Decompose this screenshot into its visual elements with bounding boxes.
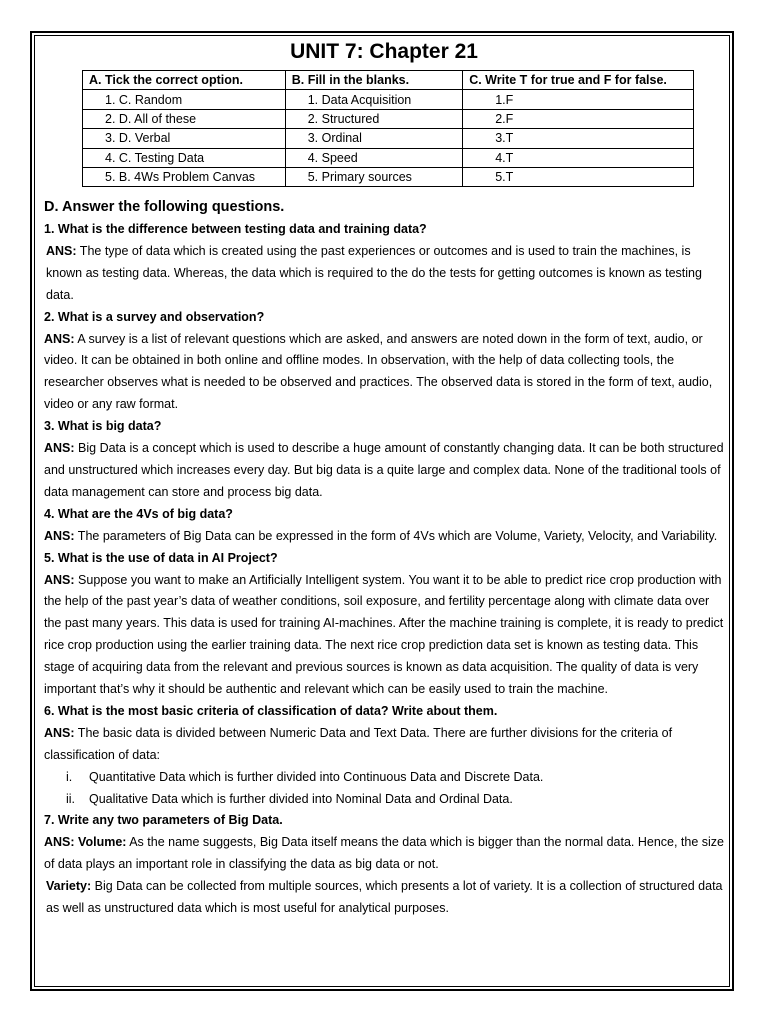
question-6: 6. What is the most basic criteria of classification of data? Write about them. xyxy=(44,703,498,718)
table-cell: 2. Structured xyxy=(285,109,462,128)
list-item-text: Qualitative Data which is further divided into Nominal Data and Ordinal Data. xyxy=(89,791,513,806)
volume-text: As the name suggests, Big Data itself means the data which is bigger than the normal data. Hence, the size of data plays an important role in classifying the data as big data or not. xyxy=(44,835,724,872)
variety-text: Big Data can be collected from multiple sources, which presents a lot of variety. It is a collection of structured data as well as unstructured data which is most useful for analytical purposes. xyxy=(46,879,723,916)
answer-6 xyxy=(44,723,728,767)
table-cell: 5.T xyxy=(463,167,694,186)
question-2: 2. What is a survey and observation? xyxy=(44,309,265,324)
table-cell: 4.T xyxy=(463,148,694,167)
table-cell: 4. Speed xyxy=(285,148,462,167)
answer-5-text: Suppose you want to make an Artificially Intelligent system. You want it to be able to predict rice crop production with the help of the past year’s data of weather conditions, soil exposure, and fertility percentage along with climate data over the past many years. This data is used for training AI-machines. After the machine training is complete, it is ready to predict rice crop production using the earlier training data. The next rice crop prediction data set is known as testing data. This stage of acquiring data from the relevant and previous sources is known as data acquisition. The quality of data is very important that’s why it should be authentic and relevant which can be easily used to train the machine. xyxy=(44,572,724,697)
ans-label: ANS: xyxy=(44,725,75,740)
table-cell: 5. B. 4Ws Problem Canvas xyxy=(83,167,286,186)
answer-4-text: The parameters of Big Data can be expressed in the form of 4Vs which are Volume, Variety, Velocity, and Variability. xyxy=(74,528,718,543)
header-tick-option: A. Tick the correct option. xyxy=(83,71,286,90)
answer-5 xyxy=(44,570,728,701)
classification-list xyxy=(44,767,728,811)
table-cell: 1. C. Random xyxy=(83,90,286,109)
table-cell: 2. D. All of these xyxy=(83,109,286,128)
question-1: 1. What is the difference between testing data and training data? xyxy=(44,222,427,236)
table-row xyxy=(83,167,694,186)
table-row xyxy=(83,109,694,128)
ans-label: ANS: xyxy=(44,835,75,850)
table-cell: 3.T xyxy=(463,129,694,148)
answer-1 xyxy=(44,241,728,307)
answer-7-variety xyxy=(44,876,728,920)
table-row xyxy=(83,129,694,148)
table-cell: 4. C. Testing Data xyxy=(83,148,286,167)
question-5: 5. What is the use of data in AI Project? xyxy=(44,550,278,565)
answer-6-text: The basic data is divided between Numeric Data and Text Data. There are further divisions for the criteria of classification of data: xyxy=(44,725,673,762)
table-row xyxy=(83,90,694,109)
ans-label: ANS: xyxy=(44,331,75,346)
page-title: UNIT 7: Chapter 21 xyxy=(290,40,478,63)
header-fill-blanks: B. Fill in the blanks. xyxy=(285,71,462,90)
answer-1-text: The type of data which is created using the past experiences or outcomes and is used to train the machines, is known as testing data. Whereas, the data which is required to the do the tests for getting outcomes is known as testing data. xyxy=(46,243,702,302)
table-cell: 3. D. Verbal xyxy=(83,129,286,148)
ans-label: ANS: xyxy=(44,528,75,543)
answer-2 xyxy=(44,329,728,417)
table-cell: 1.F xyxy=(463,90,694,109)
answer-key-table xyxy=(82,70,694,187)
answer-3 xyxy=(44,438,728,504)
answer-4 xyxy=(44,526,728,548)
header-true-false: C. Write T for true and F for false. xyxy=(463,71,694,90)
ans-label: ANS: xyxy=(46,243,77,258)
table-header-row xyxy=(83,71,694,90)
answer-3-text: Big Data is a concept which is used to describe a huge amount of constantly changing data. It can be both structured and unstructured which increases every day. But big data is a quite large and complex data. None of the traditional tools of data management can store and process big data. xyxy=(44,441,724,499)
answer-2-text: A survey is a list of relevant questions which are asked, and answers are noted down in the form of text, audio, or video. It can be obtained in both online and offline modes. In observation, with the help of data collecting tools, the researcher observes what is needed to be observed and practices. The observed data is stored in the form of text, audio, video or any raw format. xyxy=(44,331,713,412)
table-row xyxy=(83,148,694,167)
section-d xyxy=(44,196,728,920)
table-cell: 2.F xyxy=(463,109,694,128)
question-3: 3. What is big data? xyxy=(44,419,162,434)
question-4: 4. What are the 4Vs of big data? xyxy=(44,506,233,521)
ans-label: ANS: xyxy=(44,572,75,587)
table-cell: 3. Ordinal xyxy=(285,129,462,148)
volume-label: Volume: xyxy=(78,835,127,850)
list-item xyxy=(44,789,728,811)
list-item xyxy=(44,767,728,789)
variety-label: Variety: xyxy=(46,879,92,894)
question-7: 7. Write any two parameters of Big Data. xyxy=(44,813,283,828)
ans-label: ANS: xyxy=(44,441,75,456)
list-item-number: ii. xyxy=(66,791,76,806)
list-item-text: Quantitative Data which is further divided into Continuous Data and Discrete Data. xyxy=(89,769,544,784)
list-item-number: i. xyxy=(66,769,73,784)
table-cell: 1. Data Acquisition xyxy=(285,90,462,109)
answer-7-volume xyxy=(44,832,728,876)
section-d-title: D. Answer the following questions. xyxy=(44,199,285,215)
table-cell: 5. Primary sources xyxy=(285,167,462,186)
